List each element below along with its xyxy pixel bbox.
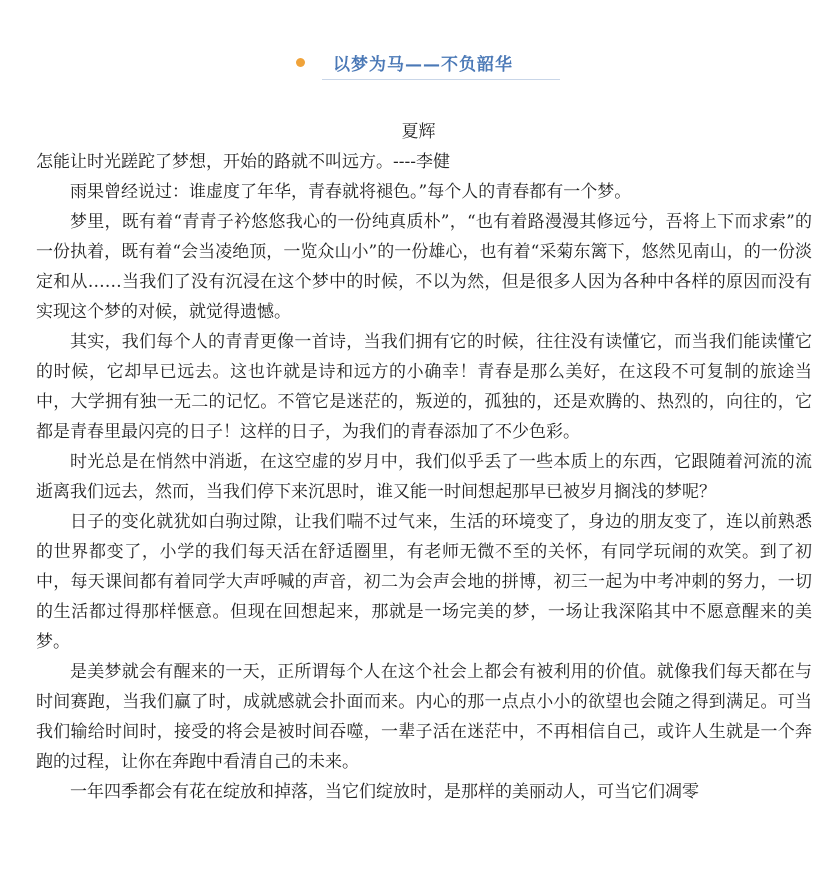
paragraph: 时光总是在悄然中消逝，在这空虚的岁月中，我们似乎丢了一些本质上的东西，它跟随着河流的流逝离我们远去，然而，当我们停下来沉思时，谁又能一时间想起那早已被岁月搁浅的梦呢？ xyxy=(36,452,812,502)
article-header xyxy=(0,0,837,95)
article-title: 以梦为马——不负韶华 xyxy=(333,55,513,75)
article-author: 夏辉 xyxy=(401,122,436,142)
paragraph: 梦里，既有着“青青子衿悠悠我心的一份纯真质朴”，“也有着路漫漫其修远兮，吾将上下而求索”的一份执着，既有着“会当凌绝顶，一览众山小”的一份雄心，也有着“采菊东篱下，悠然见南山，的一份淡定和从……当我们了没有沉浸在这个梦中的时候，不以为然，但是很多人因为各种中各样的原因而没有实现这个梦的对候，就觉得遗憾。 xyxy=(36,212,812,322)
paragraph: 是美梦就会有醒来的一天，正所谓每个人在这个社会上都会有被利用的价值。就像我们每天都在与时间赛跑，当我们赢了时，成就感就会扑面而来。内心的那一点点小小的欲望也会随之得到满足。可当我们输给时间时，接受的将会是被时间吞噬，一辈子活在迷茫中，不再相信自己，或许人生就是一个奔跑的过程，让你在奔跑中看清自己的未来。 xyxy=(36,662,812,772)
paragraph: 一年四季都会有花在绽放和掉落，当它们绽放时，是那样的美丽动人，可当它们凋零 xyxy=(70,782,699,802)
bullet-dot-icon xyxy=(296,58,305,67)
paragraph: 日子的变化就犹如白驹过隙，让我们喘不过气来，生活的环境变了，身边的朋友变了，连以前熟悉的世界都变了，小学的我们每天活在舒适圈里，有老师无微不至的关怀，有同学玩闹的欢笑。到了初中，每天课间都有着同学大声呼喊的声音，初二为会声会地的拼博，初三一起为中考冲刺的努力，一切的生活都过得那样惬意。但现在回想起来，那就是一场完美的梦，一场让我深陷其中不愿意醒来的美梦。 xyxy=(36,512,812,652)
title-underline xyxy=(322,79,560,80)
opening-quote: 怎能让时光蹉跎了梦想，开始的路就不叫远方。----李健 xyxy=(36,152,450,172)
paragraph: 雨果曾经说过：谁虚度了年华，青春就将褪色。”每个人的青春都有一个梦。 xyxy=(70,182,632,202)
paragraph: 其实，我们每个人的青青更像一首诗，当我们拥有它的时候，往往没有读懂它，而当我们能读懂它的时候，它却早已远去。这也许就是诗和远方的小确幸！青春是那么美好，在这段不可复制的旅途当中，大学拥有独一无二的记忆。不管它是迷茫的，叛逆的，孤独的，还是欢腾的、热烈的，向往的，它都是青春里最闪亮的日子！这样的日子，为我们的青春添加了不少色彩。 xyxy=(36,332,812,442)
article-body xyxy=(36,147,812,807)
